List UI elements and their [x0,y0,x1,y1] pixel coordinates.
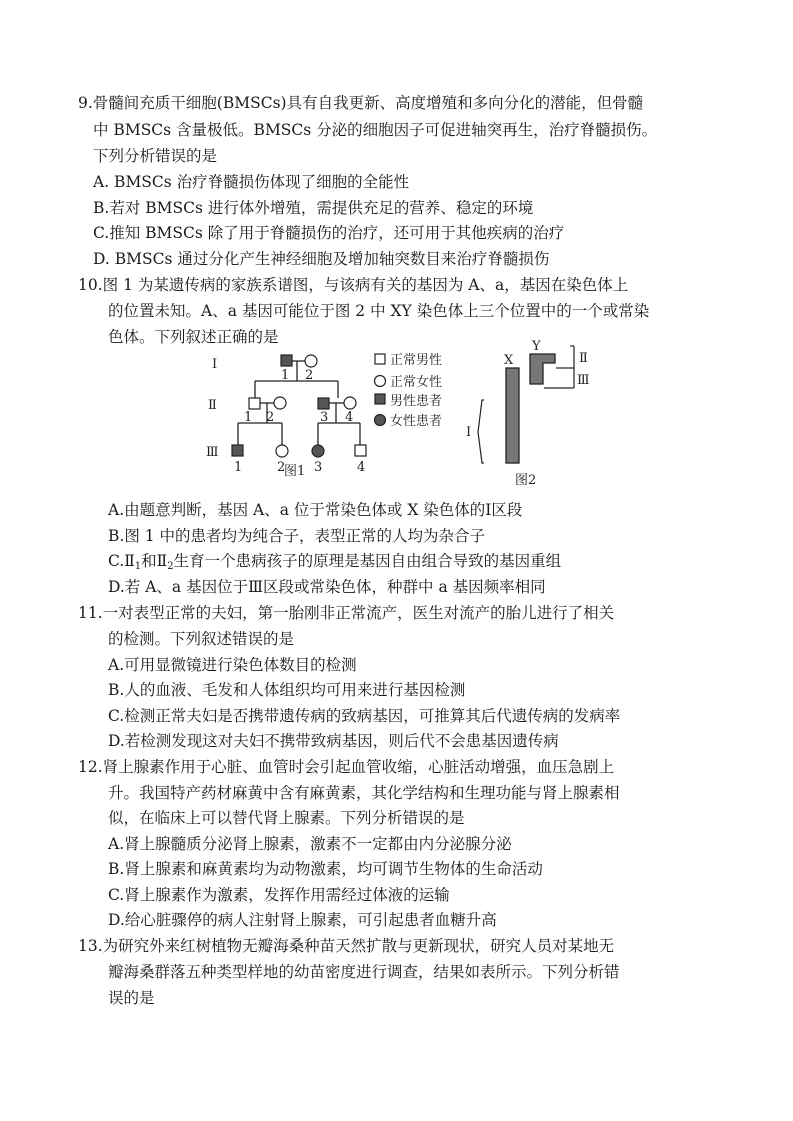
q10-option-c [108,550,561,575]
q12-option-c: C.肾上腺素作为激素，发挥作用需经过体液的运输 [108,886,450,904]
q10-stem-line-2: 的位置未知。A、a 基因可能位于图 2 中 XY 染色体上三个位置中的一个或常染 [108,302,650,320]
q9-stem-line-2: 中 BMSCs 含量极低。BMSCs 分泌的细胞因子可促进轴突再生，治疗脊髓损伤。 [93,121,658,139]
label-iii3: 3 [314,460,323,475]
pedigree-i1-affected-male [281,355,292,366]
legend-affected-female-icon [375,415,386,426]
q11-stem-line-1: 11.一对表型正常的夫妇，第一胎刚非正常流产，医生对流产的胎儿进行了相关 [78,604,615,622]
q10-option-c-part-a: C.Ⅱ [108,552,135,570]
q9-option-c: C.推知 BMSCs 除了用于脊髓损伤的治疗，还可用于其他疾病的治疗 [93,224,565,242]
label-ii2: 2 [266,410,275,425]
q10-option-c-sub-1: 1 [134,561,142,572]
label-ii4: 4 [345,410,354,425]
pedigree-ii4-normal-female [344,397,356,409]
figure1-caption: 图1 [284,464,306,479]
q12-stem-line-2: 升。我国特产药材麻黄中含有麻黄素，其化学结构和生理功能与肾上腺素相 [108,784,620,802]
segment-label-i: Ⅰ [466,425,472,440]
q10-option-b: B.图 1 中的患者均为纯合子，表型正常的人均为杂合子 [108,527,486,545]
q11-option-b: B.人的血液、毛发和人体组织均可用来进行基因检测 [108,681,466,699]
generation-label-iii: Ⅲ [206,445,219,460]
q11-stem-line-2: 的检测。下列叙述错误的是 [108,630,295,648]
q10-option-c-part-b: 和Ⅱ [141,552,168,570]
q11-option-c: C.检测正常夫妇是否携带遗传病的致病基因，可推算其后代遗传病的发病率 [108,707,621,725]
q10-stem-line-3: 色体。下列叙述正确的是 [108,328,279,346]
pedigree-iii4-normal-male [355,445,366,456]
q9-option-d: D. BMSCs 通过分化产生神经细胞及增加轴突数目来治疗脊髓损伤 [93,250,550,268]
q13-stem-line-1: 13.为研究外来红树植物无瓣海桑种苗天然扩散与更新现状，研究人员对某地无 [78,937,615,955]
label-iii2: 2 [277,460,286,475]
y-chromosome [530,354,555,384]
q12-stem-line-3: 似，在临床上可以替代肾上腺素。下列分析错误的是 [108,809,465,827]
pedigree-i2-normal-female [305,355,317,367]
y-label: Y [532,339,541,354]
generation-label-i: Ⅰ [212,357,218,372]
q12-stem-line-1: 12.肾上腺素作用于心脏、血管时会引起血管收缩，心脏活动增强，血压急剧上 [78,758,615,776]
x-chromosome [506,368,519,463]
x-label: X [504,353,514,368]
segment-label-ii: Ⅱ [579,351,588,366]
label-ii1: 1 [244,410,253,425]
q9-option-b: B.若对 BMSCs 进行体外增殖，需提供充足的营养、稳定的环境 [93,199,534,217]
q10-stem-line-1: 10.图 1 为某遗传病的家族系谱图，与该病有关的基因为 A、a，基因在染色体上 [78,276,629,294]
label-iii4: 4 [357,460,366,475]
pedigree-iii3-affected-female [312,445,324,457]
q10-option-c-sub-2: 2 [167,561,174,572]
legend-normal-male-icon [375,354,385,364]
pedigree-iii2-normal-female [276,445,288,457]
q10-option-d: D.若 A、a 基因位于Ⅲ区段或常染色体，种群中 a 基因频率相同 [108,578,546,596]
q12-option-d: D.给心脏骤停的病人注射肾上腺素，可引起患者血糖升高 [108,911,497,929]
legend-normal-male: 正常男性 [390,353,443,368]
label-i1: 1 [281,368,290,383]
q12-option-b: B.肾上腺素和麻黄素均为动物激素，均可调节生物体的生命活动 [108,860,543,878]
q13-stem-line-2: 瓣海桑群落五种类型样地的幼苗密度进行调查，结果如表所示。下列分析错 [108,963,620,981]
legend-affected-male: 男性患者 [390,394,443,409]
pedigree-ii1-normal-male [249,398,260,409]
pedigree-ii3-affected-male [318,398,329,409]
q10-option-c-part-c: 生育一个患病孩子的原理是基因自由组合导致的基因重组 [173,552,562,570]
legend-normal-female: 正常女性 [390,375,443,390]
pedigree-iii1-affected-male [232,445,243,456]
label-ii3: 3 [320,410,329,425]
q9-stem-line-3: 下列分析错误的是 [93,147,218,165]
generation-label-ii: Ⅱ [208,398,217,413]
legend-affected-female: 女性患者 [390,414,443,429]
label-i2: 2 [305,368,314,383]
pedigree-figure [200,348,475,483]
label-iii1: 1 [234,460,243,475]
q9-option-a: A. BMSCs 治疗脊髓损伤体现了细胞的全能性 [93,173,410,191]
q10-option-a: A.由题意判断，基因 A、a 位于常染色体或 X 染色体的Ⅰ区段 [108,501,523,519]
segment-label-iii: Ⅲ [577,373,590,388]
figure2-caption: 图2 [515,473,537,488]
pedigree-ii2-normal-female [274,397,286,409]
q11-option-d: D.若检测发现这对夫妇不携带致病基因，则后代不会患基因遗传病 [108,732,559,750]
legend-normal-female-icon [375,376,386,387]
q13-stem-line-3: 误的是 [108,989,155,1007]
q9-stem-line-1: 9.骨髓间充质干细胞(BMSCs)具有自我更新、高度增殖和多向分化的潜能，但骨髓 [78,94,644,112]
legend-affected-male-icon [375,394,385,404]
q11-option-a: A.可用显微镜进行染色体数目的检测 [108,656,357,674]
xy-chromosome-figure [460,338,610,488]
q12-option-a: A.肾上腺髓质分泌肾上腺素，激素不一定都由内分泌腺分泌 [108,835,512,853]
